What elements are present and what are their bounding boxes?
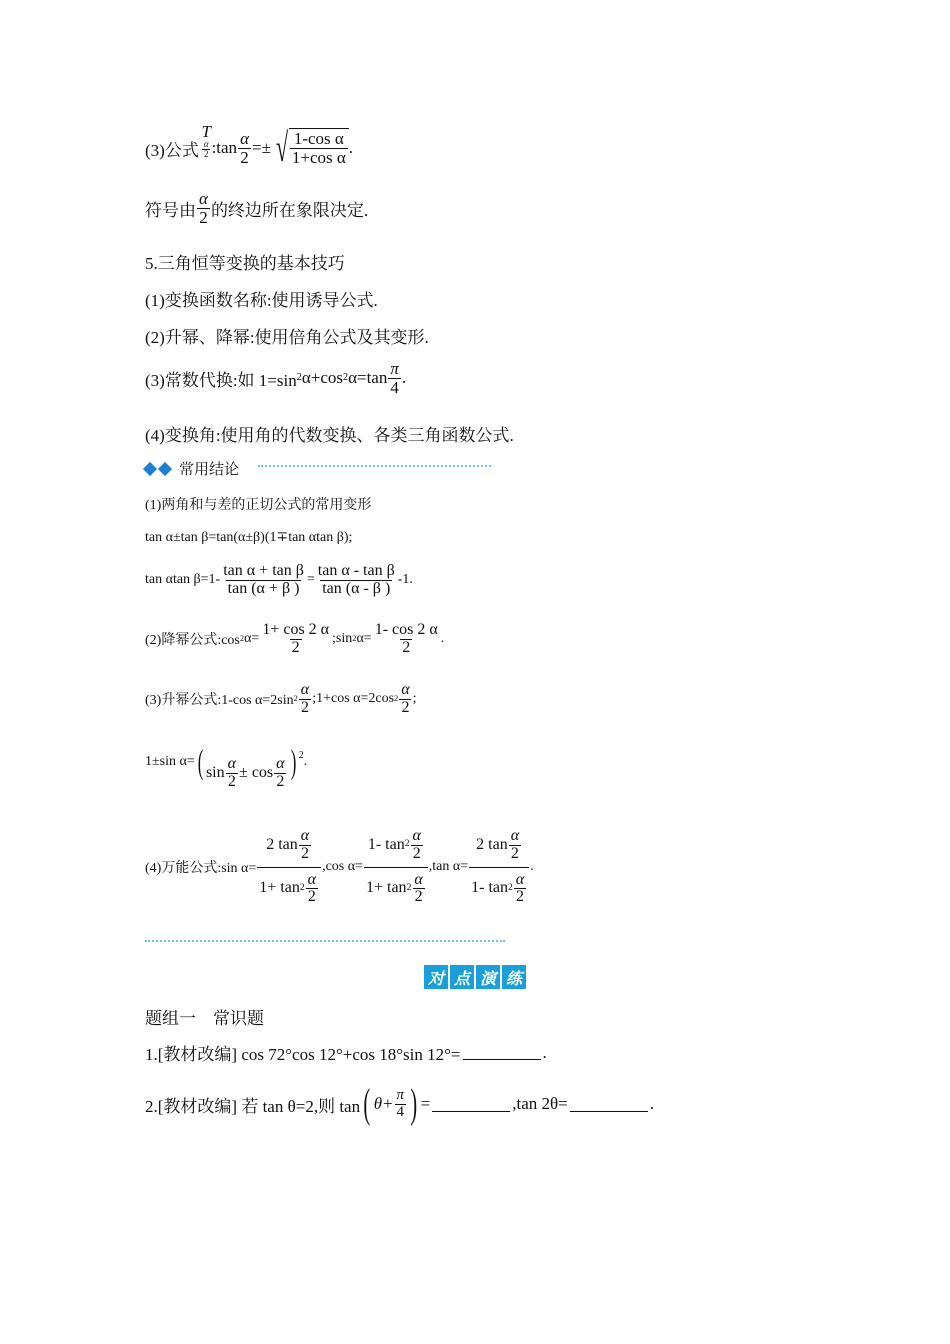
sign-note: 符号由 $\frac{\alpha}{2}$ 的终边所在象限决定. xyxy=(145,189,369,227)
question-group-title: 题组一 常识题 xyxy=(145,1009,264,1028)
power-raise-formula: (3)升幂公式:1-cos α=2sin 2 $\frac{\alpha}{2}$ ;1+cos α=2cos 2 $\frac{\alpha}{2}$ ; xyxy=(145,681,417,716)
square-root: √ $\frac{\text{1-cos α}}{\text{1+cos α}}$ xyxy=(271,128,349,168)
technique-4: (4)变换角:使用角的代数变换、各类三角函数公式. xyxy=(145,426,514,445)
technique-3: (3)常数代换:如 1=sin 2 α+cos 2 α=tan $\frac{\pi}{4}$ . xyxy=(145,359,407,397)
conclusions-header: 常用结论 xyxy=(145,458,239,479)
radical-sign: √ xyxy=(275,125,288,170)
section-heading: 5.三角恒等变换的基本技巧 xyxy=(145,254,345,273)
conclusion-1-formula-2: tan αtan β=1- $\frac{\text{tan α + tan β}}{\tan (\alpha + \beta )}$ = $\frac{\text{tan α - tan β}}{\tan (\alpha - \beta )}$ -1. xyxy=(145,562,413,597)
power-reduction-formula: (2)降幂公式:cos 2 α= $\frac{1+ \cos 2 \alpha}{2}$ ;sin 2 α= $\frac{1- \cos 2 \alpha}{2}$ . xyxy=(145,621,445,656)
formula-name: T $\frac{\alpha}{2}$ xyxy=(201,121,211,159)
universal-formula: (4)万能公式:sin α= 2 tan $\frac{\alpha}{2}$ 1+ tan 2 $\frac{\alpha}{2}$ ,cos α= 1- tan 2 $\frac{\alpha}{2}$ 1+ tan 2 $\frac{\alpha}{2}$ ,tan α= 2 tan $\frac{\alpha}{2}$ 1- tan 2 $\frac{\alpha}{2}$ . xyxy=(145,827,534,906)
answer-blank[interactable] xyxy=(463,1045,541,1060)
diamond-icon xyxy=(143,461,157,475)
dotted-divider xyxy=(145,940,505,942)
question-2: 2.[教材改编] 若 tan θ=2,则 tan ( θ+ $\frac{\pi}{4}$ ) = ,tan 2θ= . xyxy=(145,1081,654,1126)
answer-blank[interactable] xyxy=(432,1097,510,1112)
conclusion-1-title: (1)两角和与差的正切公式的常用变形 xyxy=(145,498,372,513)
dotted-divider xyxy=(258,465,491,467)
conclusion-1-formula: tan α±tan β=tan(α±β)(1∓tan αtan β); xyxy=(145,530,353,545)
technique-1: (1)变换函数名称:使用诱导公式. xyxy=(145,291,378,310)
fraction: $\frac{\alpha}{2}$ xyxy=(240,128,249,167)
technique-2: (2)升幂、降幂:使用倍角公式及其变形. xyxy=(145,328,429,347)
answer-blank[interactable] xyxy=(570,1097,648,1112)
question-1: 1.[教材改编] cos 72°cos 12°+cos 18°sin 12°= . xyxy=(145,1042,547,1064)
half-angle-tan-formula: (3)公式 T $\frac{\alpha}{2}$ :tan $\frac{\alpha}{2}$ =± √ $\frac{\text{1-cos α}}{\text{1+cos α}}$ . xyxy=(145,121,354,170)
practice-badge: 对 点 演 练 xyxy=(424,965,526,989)
one-plus-minus-sin-formula: 1±sin α= ( sin $\frac{\alpha}{2}$ ± cos $\frac{\alpha}{2}$ ) 2 . xyxy=(145,744,308,790)
diamond-icon xyxy=(158,461,172,475)
